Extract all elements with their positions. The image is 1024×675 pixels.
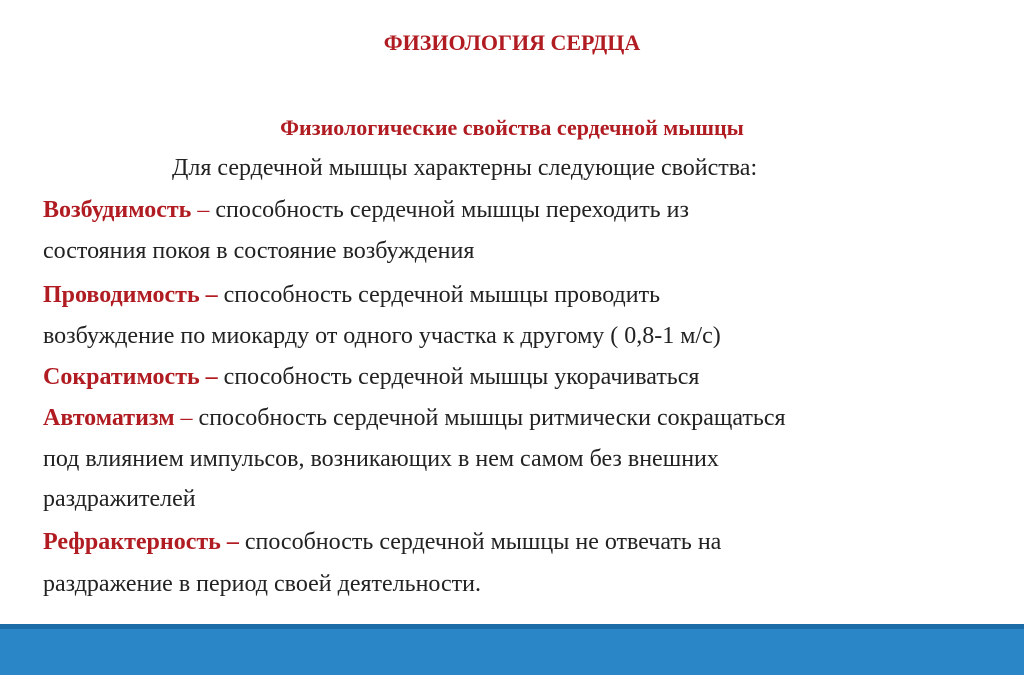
intro-text: Для сердечной мышцы характерны следующие свойства: (172, 155, 758, 181)
property-excitability-line1 (43, 197, 689, 224)
property-dash: – (220, 529, 245, 555)
footer-bar (0, 624, 1024, 675)
property-term: Проводимость (43, 282, 200, 308)
property-definition: способность сердечной мышцы ритмически сокращаться (198, 405, 786, 431)
property-term: Возбудимость (43, 197, 192, 223)
property-contractility-line1 (43, 364, 699, 391)
property-automatism-line3: раздражителей (43, 486, 196, 512)
property-term: Автоматизм (43, 405, 175, 431)
property-term: Рефрактерность (43, 529, 221, 555)
property-automatism-line2: под влиянием импульсов, возникающих в нем самом без внешних (43, 446, 719, 472)
section-subtitle: Физиологические свойства сердечной мышцы (280, 115, 744, 140)
property-automatism-line1 (43, 405, 786, 432)
property-conductivity-line1 (43, 282, 660, 309)
property-term: Сократимость (43, 364, 200, 390)
property-dash: – (199, 282, 224, 308)
property-excitability-line2: состояния покоя в состояние возбуждения (43, 238, 475, 264)
property-definition: способность сердечной мышцы не отвечать на (244, 529, 722, 555)
property-dash: – (174, 405, 199, 431)
property-definition: способность сердечной мышцы укорачиваться (223, 364, 700, 390)
property-definition: способность сердечной мышцы проводить (223, 282, 661, 308)
property-refractoriness-line2: раздражение в период своей деятельности. (43, 571, 482, 597)
footer-stripe (0, 624, 1024, 629)
property-conductivity-line2: возбуждение по миокарду от одного участка к другому ( 0,8-1 м/с) (43, 323, 721, 349)
property-dash: – (191, 197, 216, 223)
slide-title: ФИЗИОЛОГИЯ СЕРДЦА (383, 30, 641, 55)
property-refractoriness-line1 (43, 529, 721, 556)
property-definition: способность сердечной мышцы переходить из (215, 197, 689, 223)
property-dash: – (199, 364, 224, 390)
